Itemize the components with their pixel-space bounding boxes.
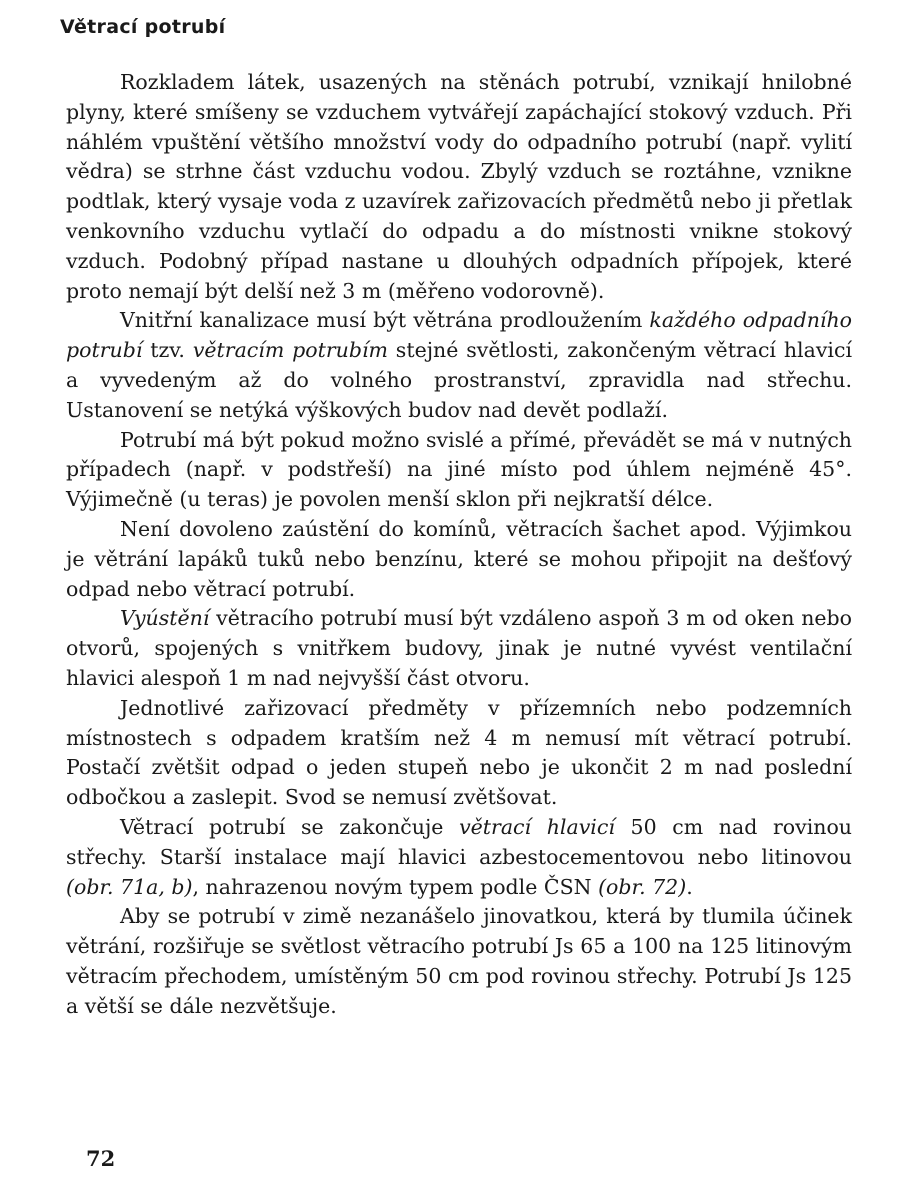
italic-text: každého odpadního potrubí [66, 308, 852, 363]
paragraph [66, 515, 852, 604]
paragraph-text: . [686, 874, 693, 899]
paragraph-text: stejné světlosti, zakončeným větrací hlavicí a vyvedeným až do volného prostranství, zpravidla nad střechu. Ustanovení se netýká výškových budov nad devět podlaží. [66, 338, 852, 422]
paragraph-text: Aby se potrubí v zimě nezanášelo jinovatkou, která by tlumila účinek větrání, rozšiřuje se světlost větracího potrubí Js 65 a 100 na 125 litinovým větracím přechodem, umístěným 50 cm pod rovinou střechy. Potrubí Js 125 a větší se dále nezvětšuje. [66, 904, 852, 1018]
paragraph [66, 902, 852, 1021]
paragraph [66, 426, 852, 515]
italic-text: (obr. 71a, b) [66, 874, 193, 899]
paragraph [66, 694, 852, 813]
paragraph-text: tzv. [142, 338, 193, 363]
page-number: 72 [86, 1146, 116, 1171]
italic-text: větracím potrubím [192, 338, 388, 363]
paragraph-text: , nahrazenou novým typem podle ČSN [192, 874, 599, 899]
paragraph [66, 604, 852, 693]
paragraph-text: Větrací potrubí se zakončuje [120, 814, 460, 839]
paragraph-text: Rozkladem látek, usazených na stěnách potrubí, vznikají hnilobné plyny, které smíšeny se vzduchem vytvářejí zapáchající stokový vzduch. Při náhlém vpuštění většího množství vody do odpadního potrubí (např. vylití vědra) se strhne část vzduchu vodou. Zbylý vzduch se roztáhne, vznikne podtlak, který vysaje voda z uzavírek zařizovacích předmětů nebo ji přetlak venkovního vzduchu vytlačí do odpadu a do místnosti vnikne stokový vzduch. Podobný případ nastane u dlouhých odpadních přípojek, které proto nemají být delší než 3 m (měřeno vodorovně). [66, 70, 852, 303]
italic-text: větrací hlavicí [459, 814, 615, 839]
italic-text: (obr. 72) [598, 874, 687, 899]
paragraph-text: Jednotlivé zařizovací předměty v přízemních nebo podzemních místnostech s odpadem kratším než 4 m nemusí mít větrací potrubí. Postačí zvětšit odpad o jeden stupeň nebo je ukončit 2 m nad poslední odbočkou a zaslepit. Svod se nemusí zvětšovat. [66, 695, 852, 810]
paragraph [66, 813, 852, 902]
paragraph-text: větracího potrubí musí být vzdáleno aspoň 3 m od oken nebo otvorů, spojených s vnitřkem budovy, jinak je nutné vyvést ventilační hlavici alespoň 1 m nad nejvyšší část otvoru. [66, 606, 852, 690]
paragraph-text: 50 cm nad rovinou střechy. Starší instalace mají hlavici azbestocementovou nebo litinovou [66, 814, 852, 869]
paragraph-text: Potrubí má být pokud možno svislé a přímé, převádět se má v nutných případech (např. v podstřeší) na jiné místo pod úhlem nejméně 45°. Výjimečně (u teras) je povolen menší sklon při nejkratší délce. [66, 427, 852, 512]
italic-text: Vyústění [120, 606, 210, 631]
body-text [66, 68, 852, 1022]
paragraph-text: Není dovoleno zaústění do komínů, větracích šachet apod. Výjimkou je větrání lapáků tuků nebo benzínu, které se mohou připojit na dešťový odpad nebo větrací potrubí. [66, 516, 852, 601]
section-title: Větrací potrubí [60, 16, 226, 38]
paragraph-text: Vnitřní kanalizace musí být větrána prodloužením [120, 308, 650, 333]
paragraph [66, 306, 852, 425]
paragraph [66, 68, 852, 306]
